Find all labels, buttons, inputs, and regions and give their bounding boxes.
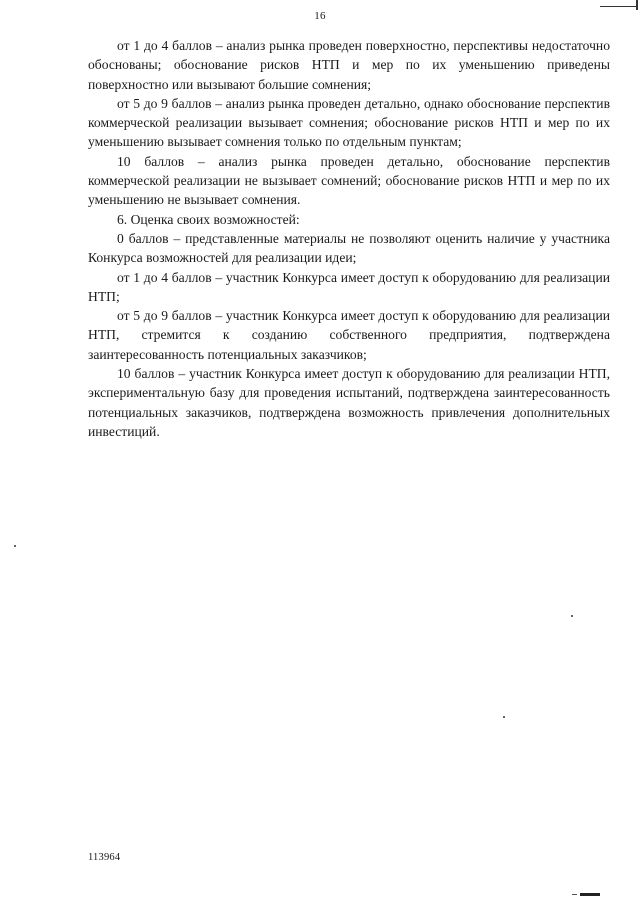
document-id: 113964 [88, 852, 121, 863]
paragraph-criterion-6-score-5-9: от 5 до 9 баллов – участник Конкурса имеет доступ к оборудованию для реализации НТП, стремится к созданию собственного предприятия, подтверждена заинтересованность потенциальных заказчиков; [88, 308, 610, 362]
scan-speck [571, 615, 573, 617]
paragraph-criterion-6-score-10: 10 баллов – участник Конкурса имеет доступ к оборудованию для реализации НТП, экспериментальную базу для проведения испытаний, подтверждена заинтересованность потенциальных заказчиков, подтверждена возможность привлечения дополнительных инвестиций. [88, 366, 610, 439]
section-heading-capabilities: 6. Оценка своих возможностей: [117, 211, 300, 227]
scan-speck [14, 545, 16, 547]
scan-corner-mark [600, 0, 638, 7]
page-number: 16 [314, 10, 326, 22]
paragraph-criterion-5-score-1-4: от 1 до 4 баллов – анализ рынка проведен поверхностно, перспективы недостаточно обоснованы; обоснование рисков НТП и мер по их уменьшению приведены поверхностно или вызывают большие сомнения; [88, 38, 610, 92]
paragraph-criterion-6-score-1-4: от 1 до 4 баллов – участник Конкурса имеет доступ к оборудованию для реализации НТП; [88, 269, 610, 304]
scan-corner-mark [580, 893, 600, 896]
paragraph-criterion-5-score-10: 10 баллов – анализ рынка проведен детально, обоснование перспектив коммерческой реализации не вызывает сомнений; обоснование рисков НТП и мер по их уменьшению не вызывает сомнения. [88, 153, 610, 208]
document-body [88, 36, 610, 441]
paragraph-criterion-6-score-0: 0 баллов – представленные материалы не позволяют оценить наличие у участника Конкурса возможностей для реализации идеи; [88, 230, 610, 266]
scan-speck [503, 716, 505, 718]
paragraph-criterion-5-score-5-9: от 5 до 9 баллов – анализ рынка проведен детально, однако обоснование перспектив коммерческой реализации вызывает сомнения; обоснование рисков НТП и мер по их уменьшению вызывает сомнения только по отдельным пунктам; [88, 95, 610, 150]
